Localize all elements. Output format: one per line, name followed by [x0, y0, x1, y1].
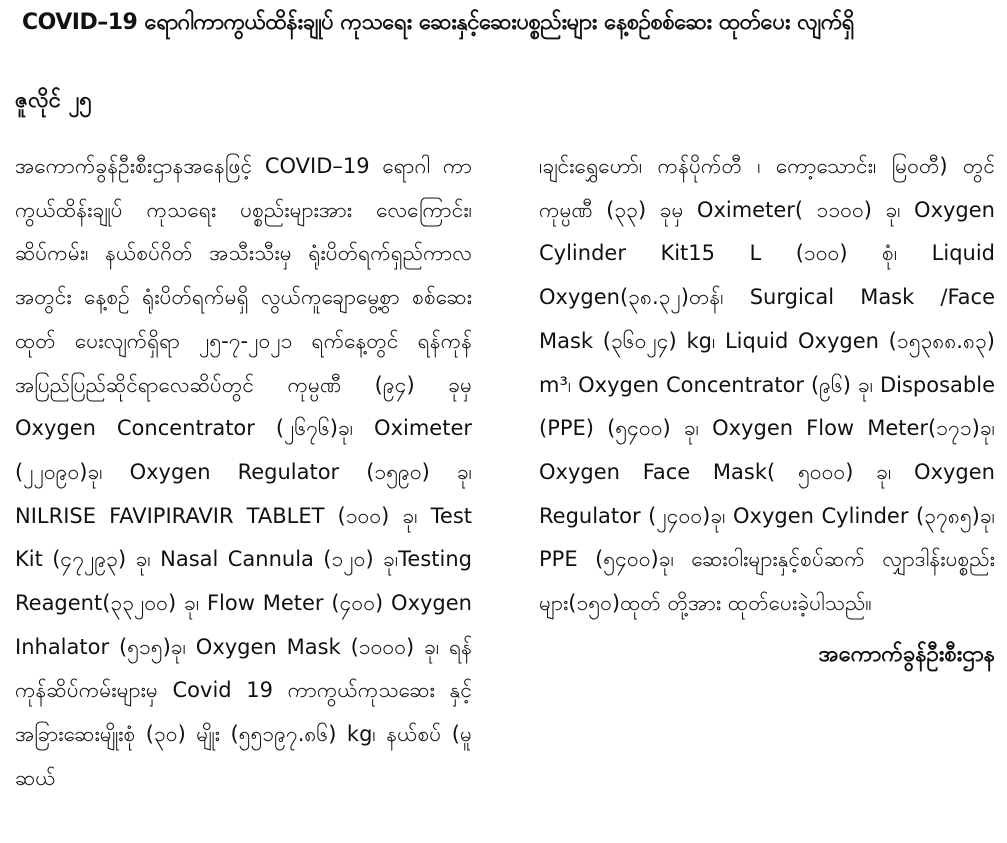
article-headline: COVID–19 ရောဂါကာကွယ်ထိန်းချုပ် ကုသရေး ဆေးနှင့်ဆေးပစ္စည်းများ နေ့စဉ်စစ်ဆေး ထုတ်ပေး လျက်ရှိ: [22, 10, 855, 35]
article-body-left-column: အကောက်ခွန်ဦးစီးဌာနအနေဖြင့် COVID–19 ရောဂါ ကာကွယ်ထိန်းချုပ် ကုသရေး ပစ္စည်းများအား လေကြောင်း၊ ဆိပ်ကမ်း၊ နယ်စပ်ဂိတ် အသီးသီးမှ ရုံးပိတ်ရက်ရှည်ကာလအတွင်း နေ့စဉ် ရုံးပိတ်ရက်မရှိ လွယ်ကူချောမွေ့စွာ စစ်ဆေးထုတ် ပေးလျက်ရှိရာ ၂၅-၇-၂၀၂၁ ရက်နေ့တွင် ရန်ကုန်အပြည်ပြည်ဆိုင်ရာလေဆိပ်တွင် ကုမ္ပဏီ (၉၄) ခုမှ Oxygen Concentrator (၂၆၇၆)ခု၊ Oximeter (၂၂၀၉၀)ခု၊ Oxygen Regulator (၁၅၉၀) ခု၊ NILRISE FAVIPIRAVIR TABLET (၁၀၀) ခု၊ Test Kit (၄၇၂၉၃) ခု၊ Nasal Cannula (၁၂၀) ခု၊Testing Reagent(၃၃၂၀၀) ခု၊ Flow Meter (၄၀၀) Oxygen Inhalator (၅၁၅)ခု၊ Oxygen Mask (၁၀၀၀) ခု၊ ရန်ကုန်ဆိပ်ကမ်းများမှ Covid 19 ကာကွယ်ကုသဆေး နှင့် အခြားဆေးမျိုးစုံ (၃၀) မျိုး (၅၅၁၉၇.၈၆) kg၊ နယ်စပ် (မူဆယ်: [15, 154, 472, 790]
article-date: ဇူလိုင် ၂၅: [15, 88, 92, 113]
article-body-right-column: ၊ချင်းရွှေဟော်၊ ကန်ပိုက်တီ ၊ ကော့သောင်း၊ မြဝတီ) တွင်ကုမ္ပဏီ (၃၃) ခုမှ Oximeter( ၁၁၀၀) ခု၊ Oxygen Cylinder Kit15 L (၁၀၀) စုံ၊ Liquid Oxygen(၃၈.၃၂)တန်၊ Surgical Mask /Face Mask (၃၆၀၂၄) kg၊ Liquid Oxygen (၁၅၃၈၈.၈၃) m³၊ Oxygen Concentrator (၉၆) ခု၊ Disposable (PPE) (၅၄၀၀) ခု၊ Oxygen Flow Meter(၁၇၁)ခု၊ Oxygen Face Mask( ၅၀၀၀) ခု၊ Oxygen Regulator (၂၄၀၀)ခု၊ Oxygen Cylinder (၃၇၈၅)ခု၊ PPE (၅၄၀၀)ခု၊ ဆေးဝါးများနှင့်စပ်ဆက် လျှာဒါန်းပစ္စည်းများ(၁၅၀)ထုတ် တို့အား ထုတ်ပေးခဲ့ပါသည်။: [539, 154, 995, 616]
article-signature: အကောက်ခွန်ဦးစီးဌာန: [818, 642, 995, 667]
